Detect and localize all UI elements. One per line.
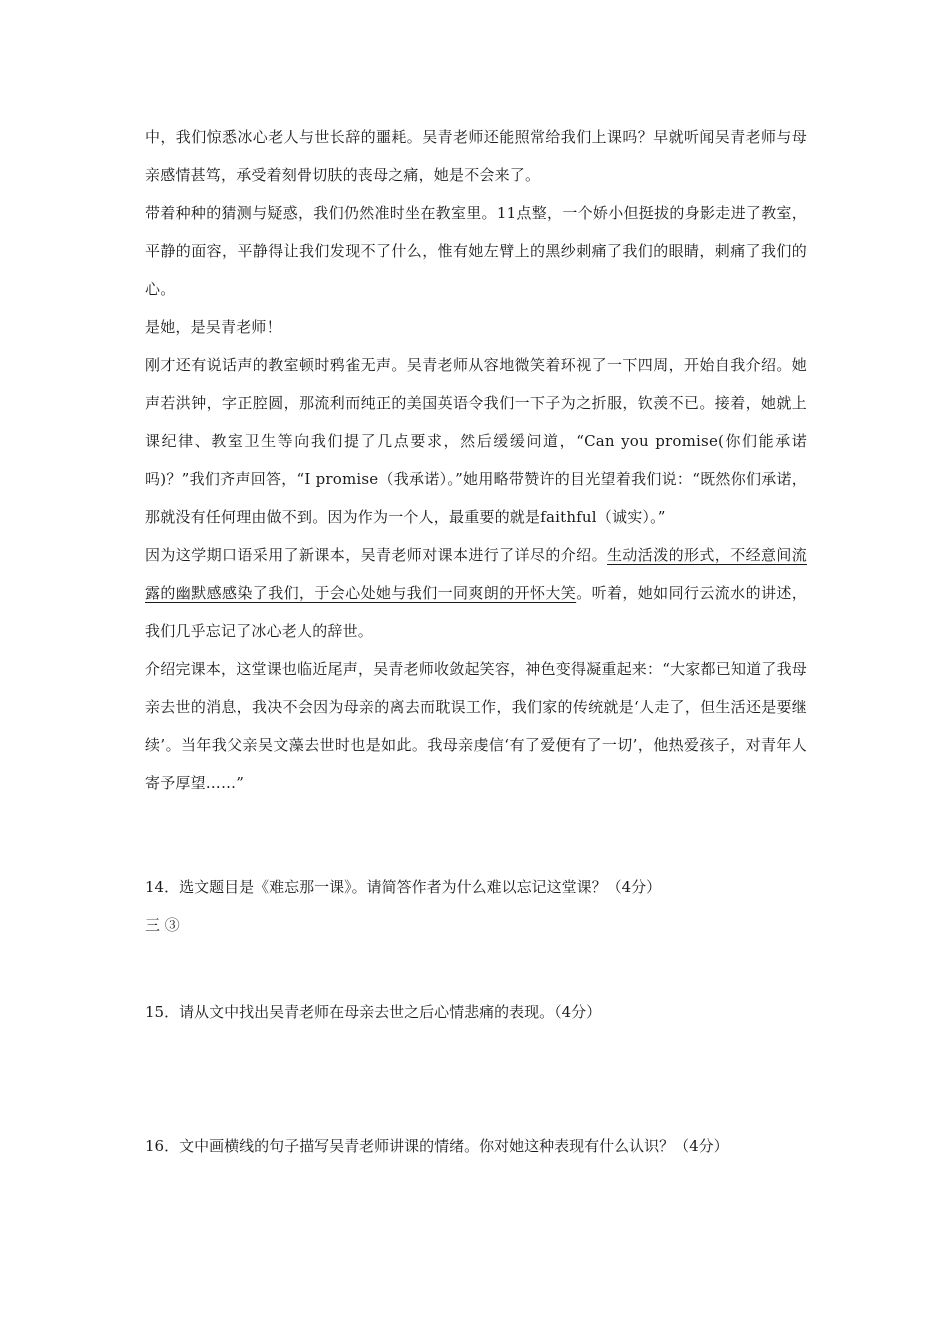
question-14: 14．选文题目是《难忘那一课》。请简答作者为什么难以忘记这堂课？（4分） [145, 878, 662, 896]
underlined-sentence: 生动活泼的形式，不经意间流露的幽默感感染了我们，于会心处她与我们一同爽朗的开怀大笑 [145, 546, 807, 602]
passage-paragraph-6: 介绍完课本，这堂课也临近尾声，吴青老师收敛起笑容，神色变得凝重起来：“大家都已知道了我母亲去世的消息，我决不会因为母亲的离去而耽误工作，我们家的传统就是‘人走了，但生活还是要继续’。当年我父亲吴文藻去世时也是如此。我母亲虔信‘有了爱便有了一切’，他热爱孩子，对青年人寄予厚望……” [145, 660, 807, 792]
paragraph-5-tail: 。听着，她如同行云流水的讲述，我们几乎忘记了冰心老人的辞世。 [145, 584, 807, 640]
passage-paragraph-3: 是她，是吴青老师！ [145, 318, 282, 336]
passage-paragraph-1: 中，我们惊悉冰心老人与世长辞的噩耗。吴青老师还能照常给我们上课吗？早就听闻吴青老师与母亲感情甚笃，承受着刻骨切肤的丧母之痛，她是不会来了。 [145, 128, 807, 184]
reading-passage [145, 118, 807, 802]
question-16: 16．文中画横线的句子描写吴青老师讲课的情绪。你对她这种表现有什么认识？（4分） [145, 1137, 729, 1155]
passage-paragraph-5 [145, 536, 807, 650]
passage-paragraph-2: 带着种种的猜测与疑惑，我们仍然准时坐在教室里。11点整，一个娇小但挺拔的身影走进了教室，平静的面容，平静得让我们发现不了什么，惟有她左臂上的黑纱刺痛了我们的眼睛，刺痛了我们的心。 [145, 204, 807, 298]
paragraph-5-lead: 因为这学期口语采用了新课本，吴青老师对课本进行了详尽的介绍。 [145, 546, 607, 564]
question-15: 15．请从文中找出吴青老师在母亲去世之后心情悲痛的表现。（4分） [145, 1003, 602, 1021]
passage-paragraph-4: 刚才还有说话声的教室顿时鸦雀无声。吴青老师从容地微笑着环视了一下四周，开始自我介绍。她声若洪钟，字正腔圆，那流利而纯正的美国英语令我们一下子为之折服，钦羡不已。接着，她就上课纪律、教室卫生等向我们提了几点要求，然后缓缓问道，“Can you promise(你们能承诺吗)？”我们齐声回答，“I promise（我承诺）。”她用略带赞许的目光望着我们说：“既然你们承诺，那就没有任何理由做不到。因为作为一个人，最重要的就是faithful（诚实）。” [145, 356, 807, 526]
question-14-note: 三 ③ [145, 916, 180, 934]
